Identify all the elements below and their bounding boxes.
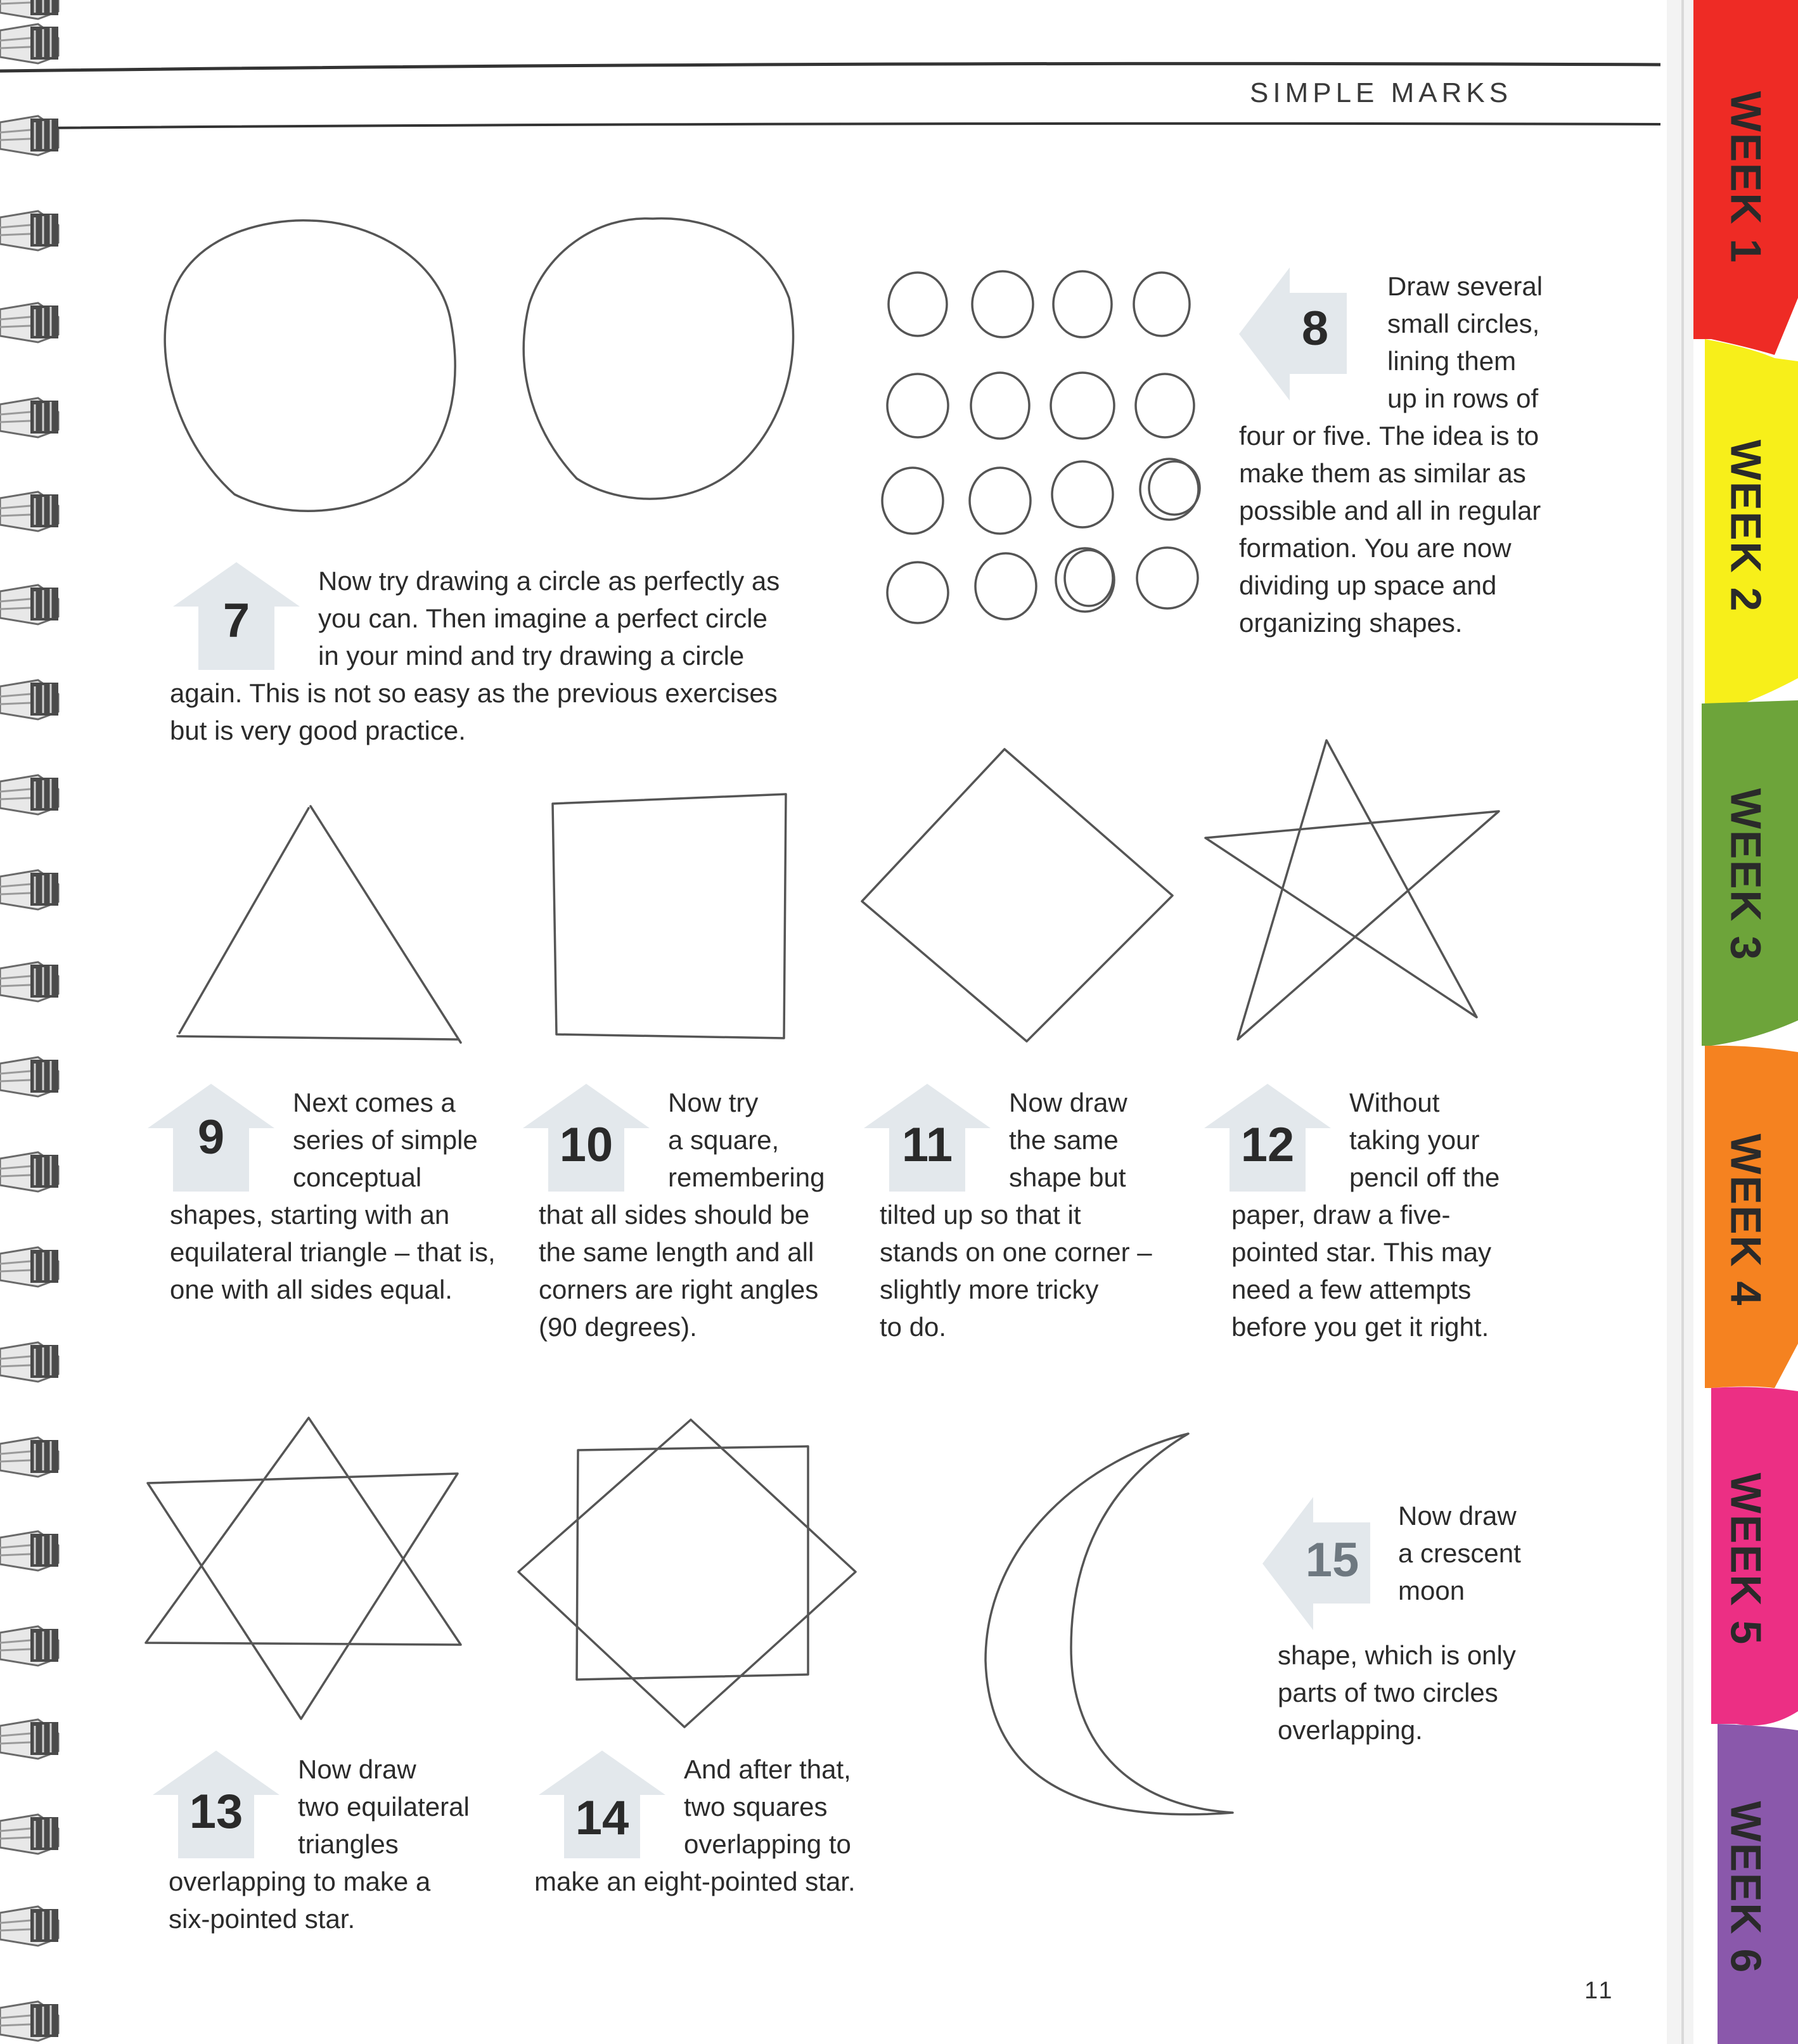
page-number: 11	[1584, 1977, 1615, 2004]
exercise-7	[170, 562, 829, 749]
exercise-line: equilateral triangle – that is,	[170, 1237, 496, 1267]
exercise-line: pencil off the	[1349, 1162, 1500, 1192]
exercise-number: 7	[222, 594, 250, 648]
exercise-line: two squares	[684, 1792, 828, 1822]
exercise-line: make them as similar as	[1239, 458, 1526, 488]
exercise-10	[520, 1084, 849, 1346]
triangle	[177, 806, 461, 1043]
tab-week-2[interactable]	[1693, 355, 1798, 697]
exercise-line: overlapping to make a	[169, 1867, 431, 1896]
exercise-line: the same	[1009, 1125, 1119, 1155]
exercise-line: parts of two circles	[1278, 1678, 1498, 1707]
header-rule-bottom	[38, 124, 1660, 128]
exercise-line: two equilateral	[298, 1792, 470, 1822]
exercise-number: 15	[1305, 1533, 1359, 1587]
tab-label: WEEK 2	[1721, 439, 1770, 613]
exercise-line: paper, draw a five-	[1231, 1200, 1451, 1230]
exercise-line: Draw several	[1387, 271, 1543, 301]
exercise-line: organizing shapes.	[1239, 608, 1463, 638]
exercise-line: possible and all in regular	[1239, 496, 1541, 525]
exercise-15	[1262, 1497, 1579, 1749]
exercise-line: again. This is not so easy as the previous exercises	[170, 678, 778, 708]
exercise-line: you can. Then imagine a perfect circle	[318, 603, 767, 633]
header-rule-top	[0, 63, 1660, 71]
tab-week-1[interactable]	[1693, 13, 1798, 342]
exercise-12-marker	[1201, 1084, 1340, 1192]
exercise-9	[144, 1084, 525, 1308]
exercise-9-marker	[144, 1084, 284, 1192]
large-circle-1	[165, 221, 455, 511]
exercise-line: formation. You are now	[1239, 533, 1512, 563]
exercise-8-marker	[1239, 267, 1378, 401]
exercise-line: Now try	[668, 1088, 759, 1117]
five-pointed-star	[1205, 740, 1499, 1039]
exercise-number: 11	[901, 1118, 953, 1172]
exercise-line: series of simple	[293, 1125, 478, 1155]
large-circle-2	[523, 219, 793, 499]
tab-label: WEEK 3	[1721, 788, 1770, 961]
exercise-number: 12	[1240, 1118, 1295, 1172]
exercise-line: dividing up space and	[1239, 570, 1497, 600]
crescent-moon	[986, 1434, 1233, 1815]
exercise-8	[1239, 267, 1594, 641]
exercise-line: pointed star. This may	[1231, 1237, 1492, 1267]
exercise-line: up in rows of	[1387, 383, 1539, 413]
exercise-line: overlapping to	[684, 1829, 851, 1859]
exercise-line: Now draw	[1398, 1501, 1517, 1531]
exercise-line: shape but	[1009, 1162, 1126, 1192]
exercise-line: taking your	[1349, 1125, 1480, 1155]
exercise-line: need a few attempts	[1231, 1275, 1472, 1304]
exercise-line: small circles,	[1387, 309, 1540, 338]
exercise-line: shape, which is only	[1278, 1640, 1516, 1670]
tab-label: WEEK 6	[1721, 1801, 1770, 1974]
page-edge	[1667, 0, 1693, 2044]
exercise-14-marker	[536, 1751, 675, 1858]
exercise-14	[536, 1751, 890, 1900]
exercise-number: 9	[197, 1110, 225, 1164]
exercise-line: a crescent	[1398, 1538, 1521, 1568]
exercise-line: Now draw	[298, 1754, 416, 1784]
exercise-number: 13	[189, 1785, 243, 1839]
exercise-line: moon	[1398, 1576, 1465, 1605]
square	[553, 794, 786, 1038]
exercise-line: before you get it right.	[1231, 1312, 1489, 1342]
exercise-number: 8	[1301, 302, 1329, 356]
exercise-line: the same length and all	[539, 1237, 814, 1267]
tab-week-6[interactable]	[1693, 1730, 1798, 2044]
exercise-line: four or five. The idea is to	[1239, 421, 1539, 451]
eight-pointed-star	[518, 1420, 856, 1727]
exercise-line: corners are right angles	[539, 1275, 819, 1304]
exercise-line: in your mind and try drawing a circle	[318, 641, 745, 671]
tab-label: WEEK 5	[1721, 1472, 1770, 1646]
spiral-binding	[0, 0, 58, 2041]
exercise-11-marker	[861, 1084, 1000, 1192]
tab-label: WEEK 4	[1721, 1133, 1770, 1307]
tab-week-5[interactable]	[1693, 1394, 1798, 1724]
exercise-12	[1201, 1084, 1556, 1346]
exercise-line: to do.	[880, 1312, 947, 1342]
exercise-10-marker	[520, 1084, 659, 1192]
exercise-line: remembering	[668, 1162, 825, 1192]
exercise-line: six-pointed star.	[169, 1904, 356, 1934]
exercise-line: Without	[1349, 1088, 1440, 1117]
exercise-line: conceptual	[293, 1162, 422, 1192]
exercise-line: that all sides should be	[539, 1200, 810, 1230]
exercise-line: stands on one corner –	[880, 1237, 1152, 1267]
exercise-11	[861, 1084, 1203, 1346]
page-title: SIMPLE MARKS	[1250, 77, 1513, 108]
six-pointed-star	[146, 1418, 461, 1719]
exercise-line: slightly more tricky	[880, 1275, 1099, 1304]
exercise-13-marker	[150, 1751, 289, 1858]
exercise-line: (90 degrees).	[539, 1312, 697, 1342]
exercise-line: one with all sides equal.	[170, 1275, 453, 1304]
exercise-line: overlapping.	[1278, 1715, 1423, 1745]
exercise-number: 10	[559, 1118, 613, 1172]
exercise-line: lining them	[1387, 346, 1517, 376]
exercise-line: a square,	[668, 1125, 780, 1155]
tab-label: WEEK 1	[1721, 91, 1770, 264]
tab-week-3[interactable]	[1693, 704, 1798, 1046]
exercise-13	[150, 1751, 530, 1938]
exercise-line: triangles	[298, 1829, 399, 1859]
exercise-line: Now draw	[1009, 1088, 1127, 1117]
exercise-line: tilted up so that it	[880, 1200, 1081, 1230]
exercise-line: shapes, starting with an	[170, 1200, 450, 1230]
exercise-line: And after that,	[684, 1754, 851, 1784]
exercise-line: make an eight-pointed star.	[534, 1867, 856, 1896]
exercise-number: 14	[575, 1791, 629, 1845]
exercise-line: but is very good practice.	[170, 716, 466, 745]
small-circles-grid	[882, 271, 1200, 623]
exercise-7-marker	[170, 562, 309, 670]
exercise-15-marker	[1262, 1497, 1389, 1636]
diamond	[862, 749, 1172, 1041]
exercise-line: Next comes a	[293, 1088, 456, 1117]
exercise-line: Now try drawing a circle as perfectly as	[318, 566, 780, 596]
tab-week-4[interactable]	[1693, 1052, 1798, 1388]
